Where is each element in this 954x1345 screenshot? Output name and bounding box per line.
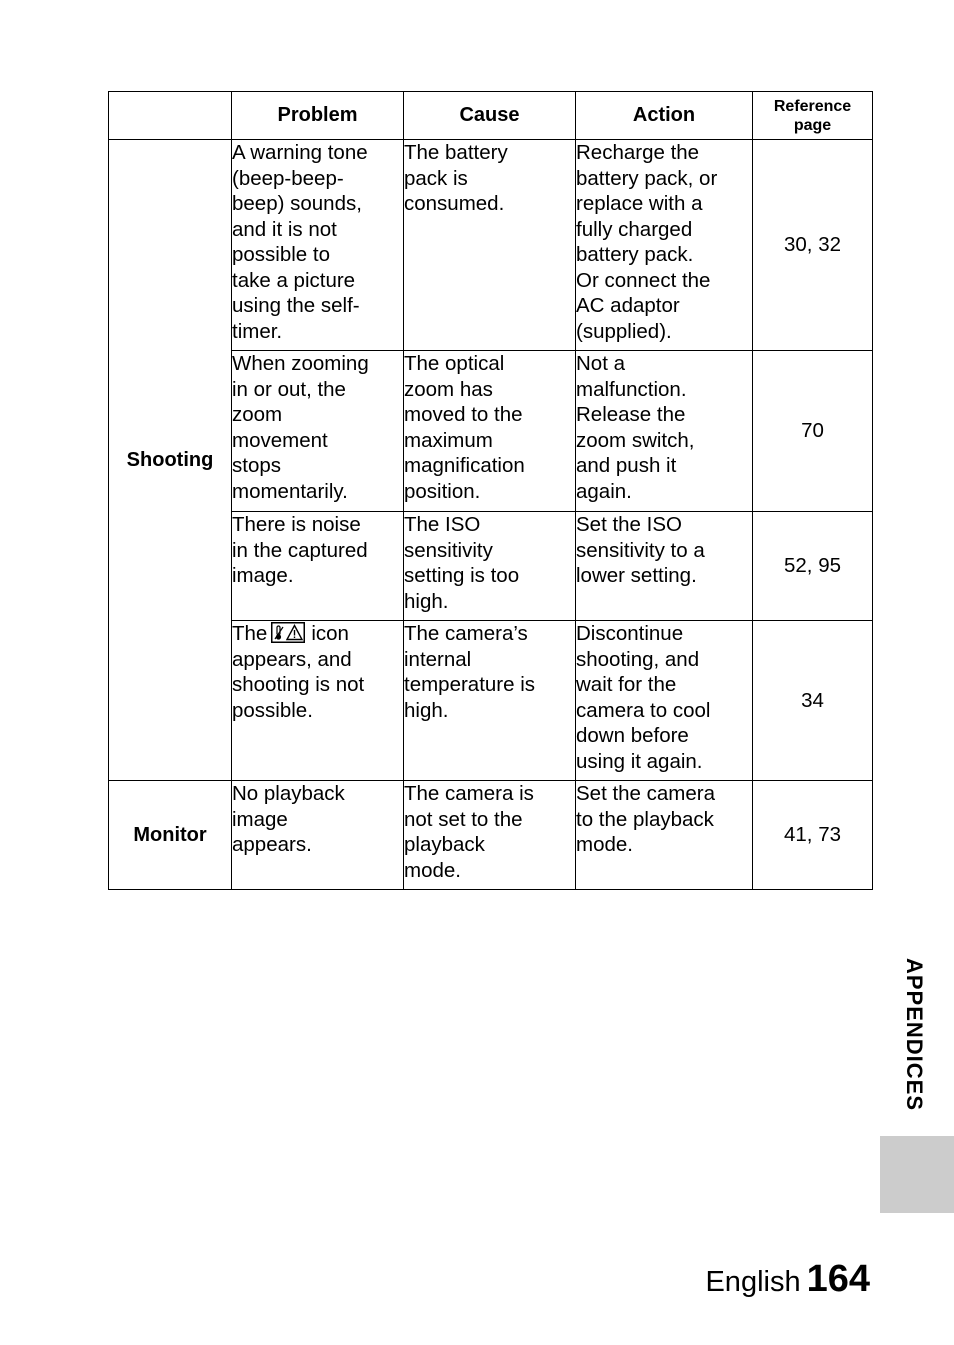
header-problem: Problem — [232, 92, 404, 140]
problem-cell: When zooming in or out, the zoom movement stops momentarily. — [232, 351, 404, 512]
section-side-label: APPENDICES — [902, 958, 927, 1112]
reference-page-cell: 30, 32 — [753, 140, 873, 351]
action-cell: Not a malfunction. Release the zoom switch, and push it again. — [576, 351, 753, 512]
action-cell: Recharge the battery pack, or replace with a fully charged battery pack. Or connect the AC adaptor (supplied). — [576, 140, 753, 351]
action-cell: Set the ISO sensitivity to a lower setting. — [576, 512, 753, 621]
reference-page-cell: 41, 73 — [753, 781, 873, 890]
problem-cell — [232, 621, 404, 781]
header-reference-page-label: Reference page — [773, 97, 852, 134]
reference-page-cell: 52, 95 — [753, 512, 873, 621]
reference-page-cell: 70 — [753, 351, 873, 512]
section-side-tab — [880, 1136, 954, 1213]
header-reference-page — [753, 92, 873, 140]
category-shooting: Shooting — [109, 140, 232, 781]
reference-page-cell: 34 — [753, 621, 873, 781]
table-header-row — [109, 92, 873, 140]
action-cell: Discontinue shooting, and wait for the camera to cool down before using it again. — [576, 621, 753, 781]
problem-cell: A warning tone (beep-beep- beep) sounds, and it is not possible to take a picture using the self- timer. — [232, 140, 404, 351]
category-monitor: Monitor — [109, 781, 232, 890]
problem-cell: No playback image appears. — [232, 781, 404, 890]
troubleshooting-table — [108, 91, 873, 890]
table-row — [109, 140, 873, 351]
temperature-warning-icon — [271, 622, 305, 643]
header-category-blank — [109, 92, 232, 140]
cause-cell: The optical zoom has moved to the maximum magnification position. — [404, 351, 576, 512]
header-action: Action — [576, 92, 753, 140]
problem-text-before-icon: The — [232, 622, 268, 645]
cause-cell: The battery pack is consumed. — [404, 140, 576, 351]
problem-cell: There is noise in the captured image. — [232, 512, 404, 621]
page-number: 164 — [806, 1258, 870, 1300]
page-footer — [705, 1258, 870, 1301]
cause-cell: The camera’s internal temperature is high. — [404, 621, 576, 781]
footer-language: English — [705, 1266, 801, 1298]
action-cell: Set the camera to the playback mode. — [576, 781, 753, 890]
cause-cell: The camera is not set to the playback mode. — [404, 781, 576, 890]
problem-text-after-icon: icon appears, and shooting is not possible. — [232, 622, 365, 722]
table-row — [109, 781, 873, 890]
cause-cell: The ISO sensitivity setting is too high. — [404, 512, 576, 621]
header-cause: Cause — [404, 92, 576, 140]
